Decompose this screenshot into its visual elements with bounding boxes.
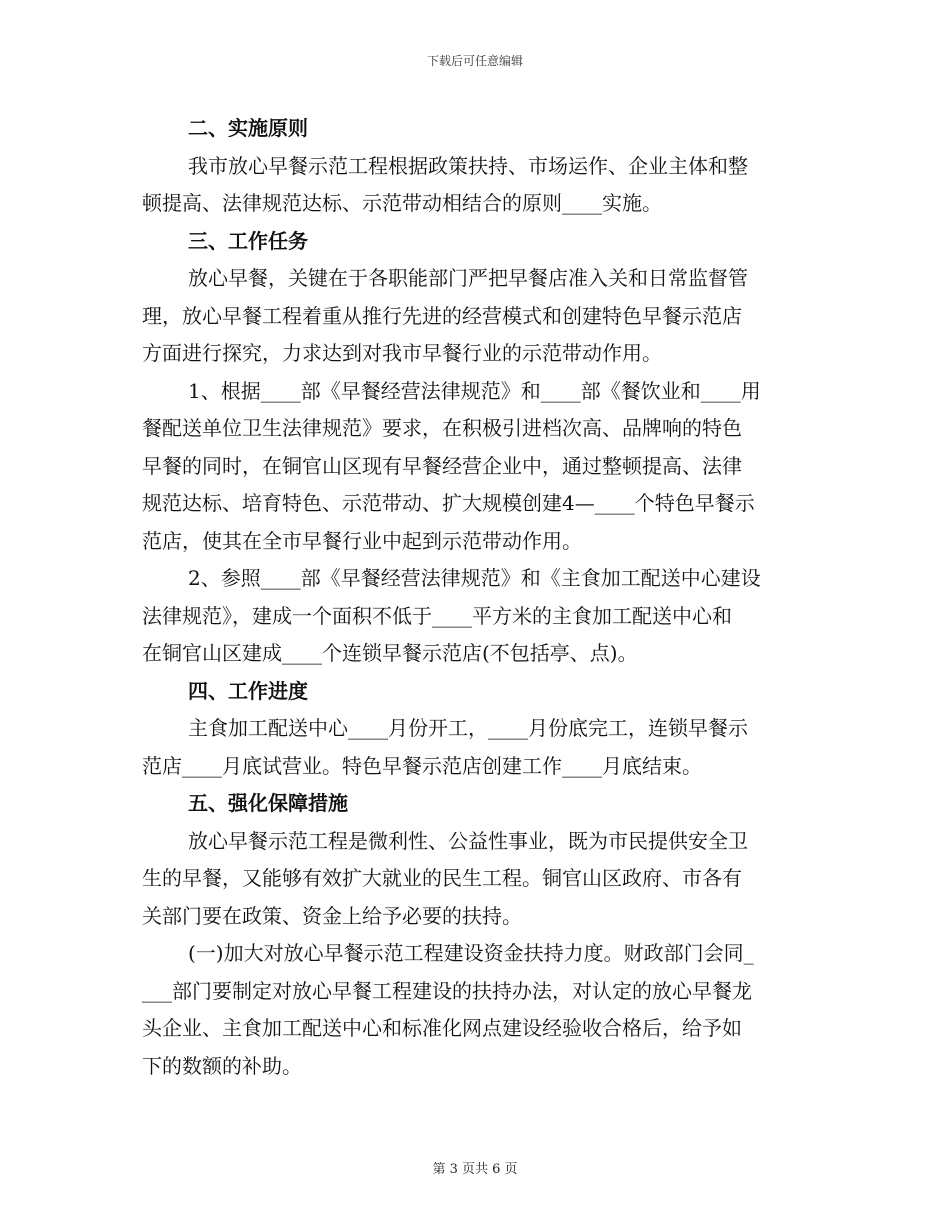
paragraph-line: 关部门要在政策、资金上给予必要的扶持。 [142, 903, 522, 928]
paragraph-line: 2、参照____部《早餐经营法律规范》和《主食加工配送中心建设 [188, 566, 761, 590]
paragraph-line: 放心早餐，关键在于各职能部门严把早餐店准入关和日常监督管 [188, 266, 748, 290]
paragraph-line: 放心早餐示范工程是微利性、公益性事业，既为市民提供安全卫 [188, 828, 748, 853]
section-heading: 五、强化保障措施 [188, 791, 348, 815]
paragraph-line: 顿提高、法律规范达标、示范带动相结合的原则____实施。 [142, 191, 662, 215]
page-footer: 第 3 页共 6 页 [432, 1162, 518, 1177]
paragraph-line: 生的早餐，又能够有效扩大就业的民生工程。铜官山区政府、市各有 [142, 866, 742, 890]
page-header: 下载后可任意编辑 [426, 54, 523, 68]
paragraph-line: 我市放心早餐示范工程根据政策扶持、市场运作、企业主体和整 [188, 153, 748, 178]
paragraph-line: ___部门要制定对放心早餐工程建设的扶持办法，对认定的放心早餐龙 [142, 978, 752, 1003]
paragraph-line: 理，放心早餐工程着重从推行先进的经营模式和创建特色早餐示范店 [142, 303, 742, 328]
paragraph-line: 规范达标、培育特色、示范带动、扩大规模创建4—____个特色早餐示 [142, 491, 755, 515]
paragraph-line: 餐配送单位卫生法律规范》要求，在积极引进档次高、品牌响的特色 [142, 416, 742, 440]
paragraph-line: 1、根据____部《早餐经营法律规范》和____部《餐饮业和____用 [188, 378, 761, 403]
paragraph-line: (一)加大对放心早餐示范工程建设资金扶持力度。财政部门会同_ [188, 941, 754, 965]
paragraph-line: 下的数额的补助。 [142, 1053, 302, 1078]
section-heading: 二、实施原则 [188, 116, 308, 140]
document-body [142, 110, 812, 1085]
section-heading: 四、工作进度 [188, 678, 308, 703]
paragraph-line: 范店____月底试营业。特色早餐示范店创建工作____月底结束。 [142, 753, 702, 778]
paragraph-line: 方面进行探究，力求达到对我市早餐行业的示范带动作用。 [142, 341, 662, 365]
paragraph-line: 主食加工配送中心____月份开工，____月份底完工，连锁早餐示 [188, 716, 748, 740]
paragraph-line: 早餐的同时，在铜官山区现有早餐经营企业中，通过整顿提高、法律 [142, 453, 742, 478]
paragraph-line: 范店，使其在全市早餐行业中起到示范带动作用。 [142, 528, 582, 553]
paragraph-line: 头企业、主食加工配送中心和标准化网点建设经验收合格后，给予如 [142, 1016, 742, 1040]
paragraph-line: 在铜官山区建成____个连锁早餐示范店(不包括亭、点)。 [142, 641, 638, 665]
section-heading: 三、工作任务 [188, 228, 308, 253]
paragraph-line: 法律规范》，建成一个面积不低于____平方米的主食加工配送中心和 [142, 603, 732, 628]
